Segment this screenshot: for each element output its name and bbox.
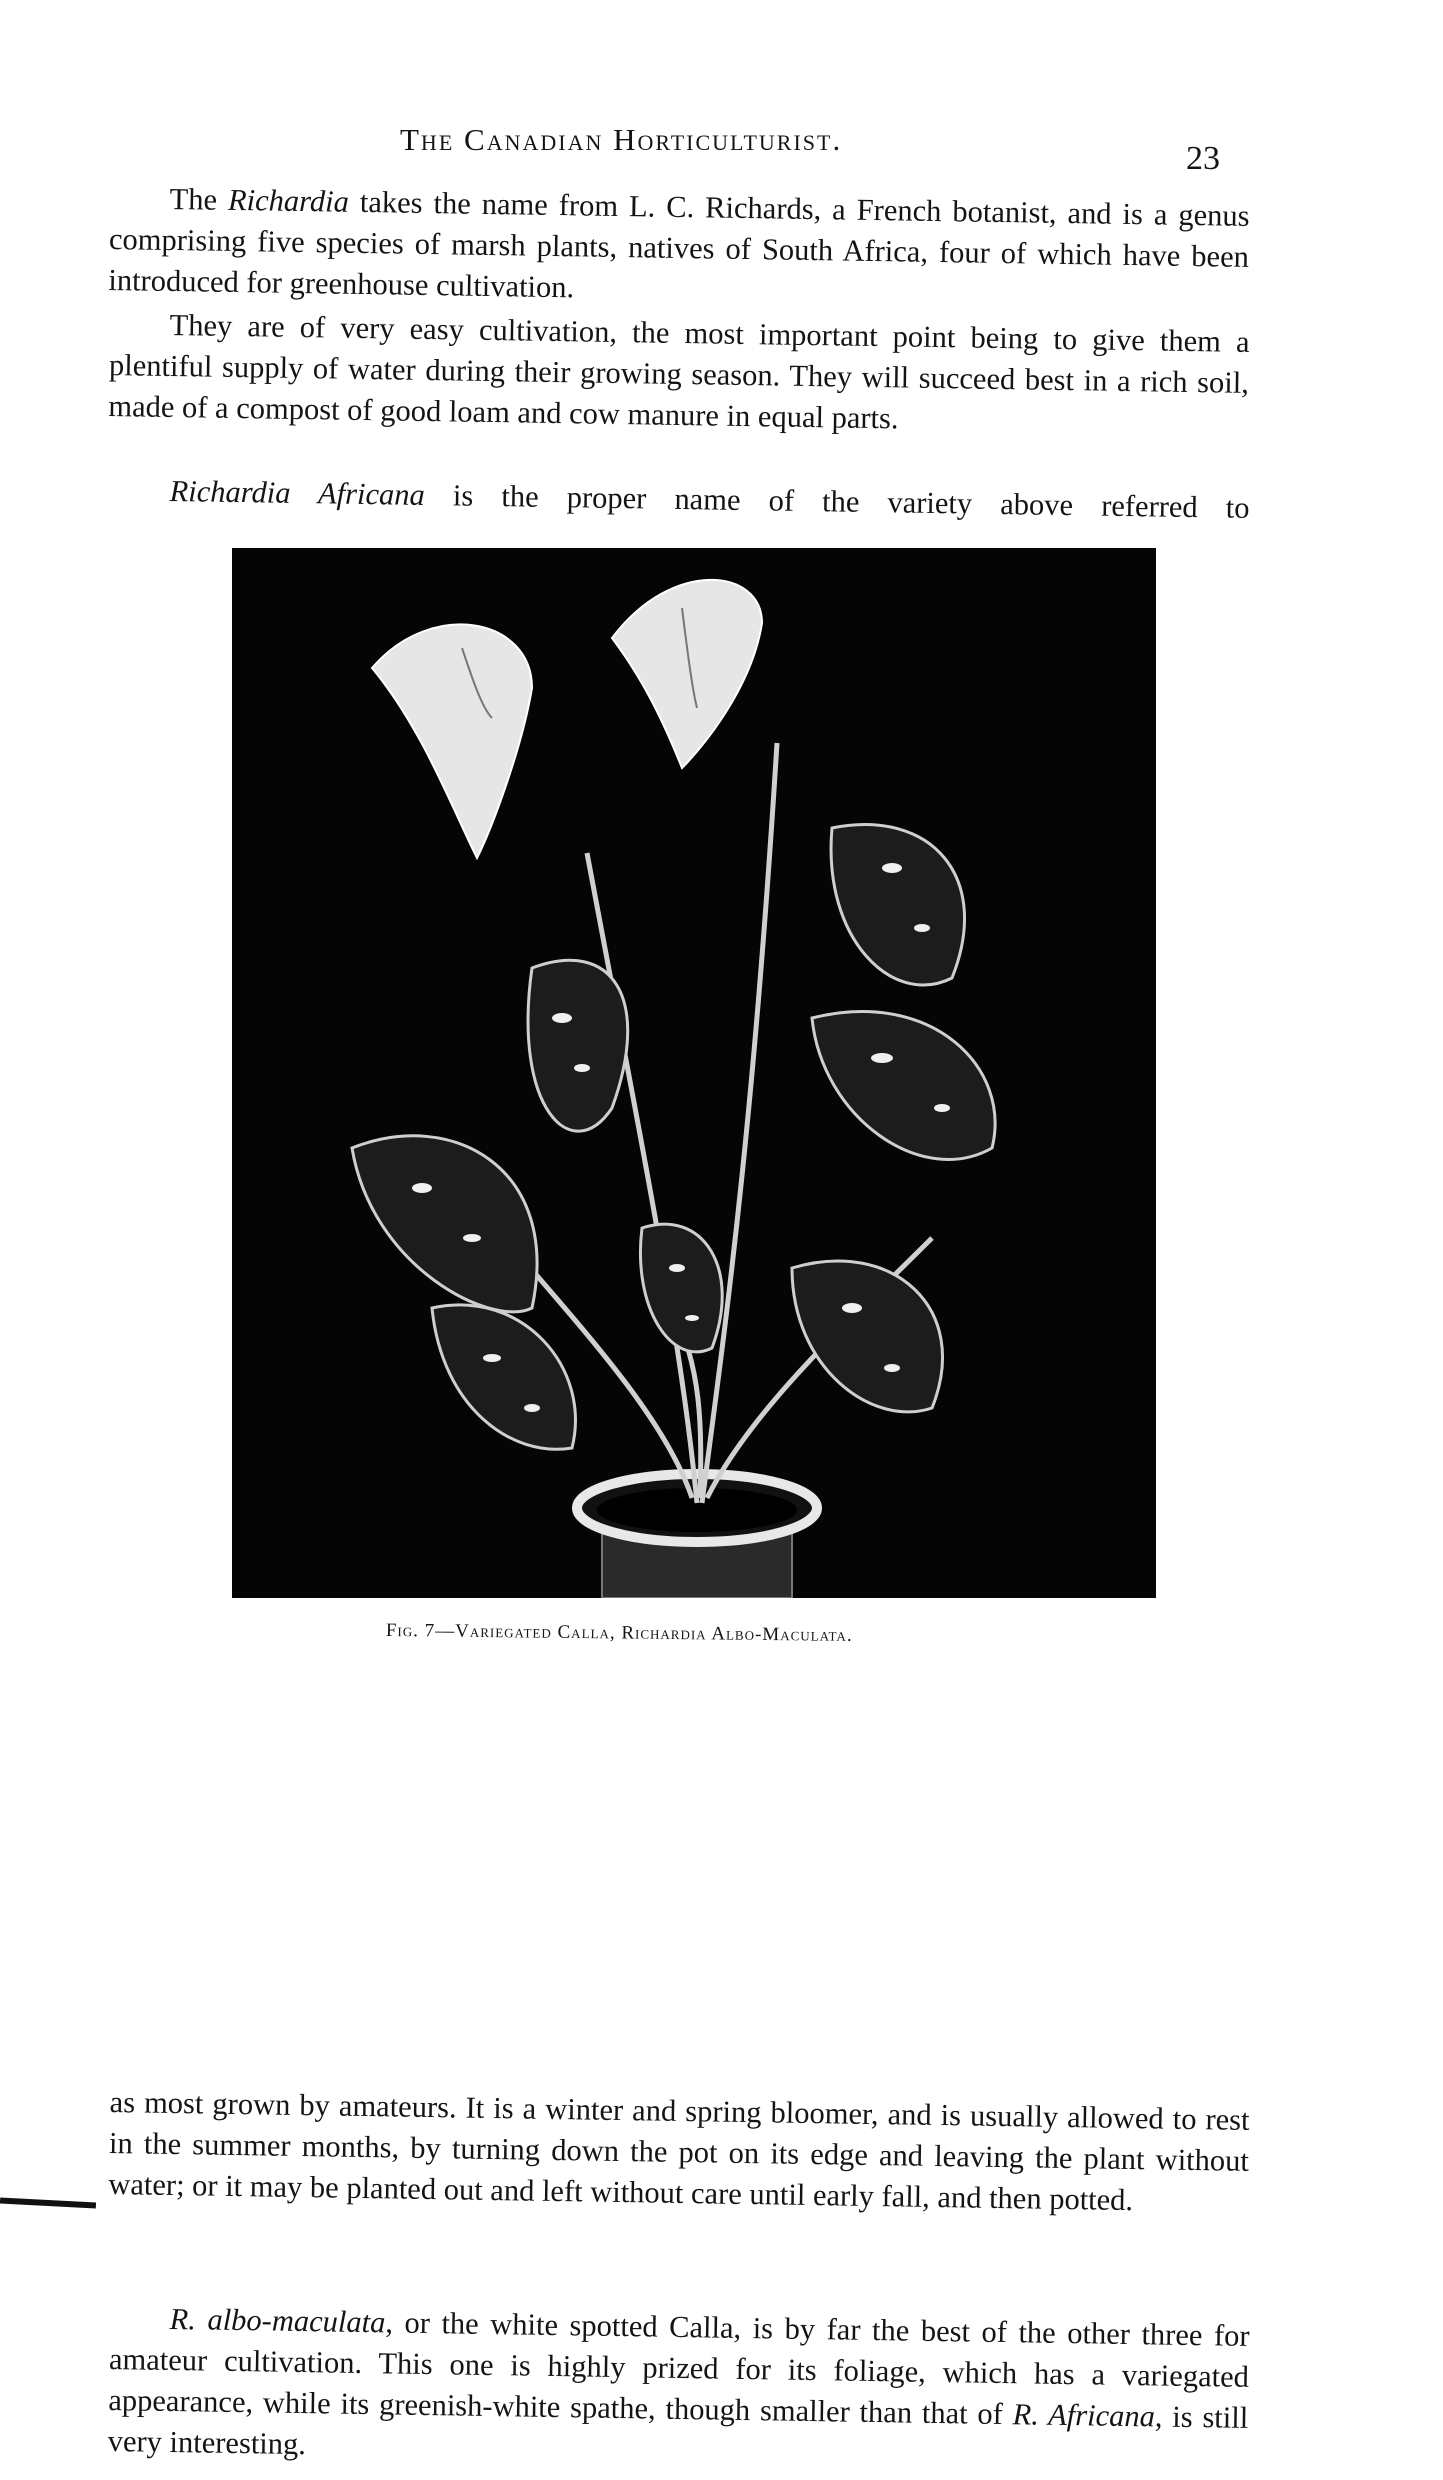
p5-italic-species: R. albo-maculata (169, 2301, 386, 2340)
p1-italic-genus: Richardia (227, 182, 350, 219)
paragraph-2 (108, 304, 1250, 445)
p1-text-c: takes the name from L. C. Richards, a French botanist, and is a genus comprising five species of marsh plants, natives of South Africa, four of which have been introduced for greenhouse cultivation. (108, 184, 1250, 305)
p1-text-a: The (169, 181, 229, 217)
p3-italic-species: Richardia Africana (169, 473, 426, 512)
p5-text-d: , is still very interesting. (107, 2399, 1249, 2462)
figure-caption: Fig. 7—Variegated Calla, Richardia Albo-Maculata. (385, 1620, 853, 1646)
paragraph-5 (107, 2298, 1249, 2480)
calla-plant-illustration (232, 548, 1156, 1598)
p3-text: is the proper name of the variety above referred to (424, 477, 1250, 525)
running-header: The Canadian Horticulturist. (400, 122, 843, 157)
scan-edge-mark (0, 2197, 96, 2208)
p2-text: They are of very easy cultivation, the most important point being to give them a plentiful supply of water during their growing season. They will succeed best in a rich soil, made of a compost of good loam and cow manure in equal parts. (108, 307, 1250, 436)
p4-text: as most grown by amateurs. It is a winter and spring bloomer, and is usually allowed to rest in the summer months, by turning down the pot on its edge and leaving the plant without water; or it may be planted out and left without care until early fall, and then potted. (108, 2084, 1250, 2218)
paragraph-3 (109, 470, 1250, 529)
p5-italic-africana: R. Africana (1012, 2397, 1156, 2434)
p5-text-b: , or the white spotted Calla, is by far the best of the other three for amateur cultivation. This one is highly prized for its foliage, which has a variegated appearance, while its greenish-white spathe, though smaller than that of (108, 2305, 1250, 2432)
page-number: 23 (1186, 140, 1220, 177)
paragraph-4 (108, 2082, 1250, 2223)
paragraph-1 (108, 178, 1250, 319)
